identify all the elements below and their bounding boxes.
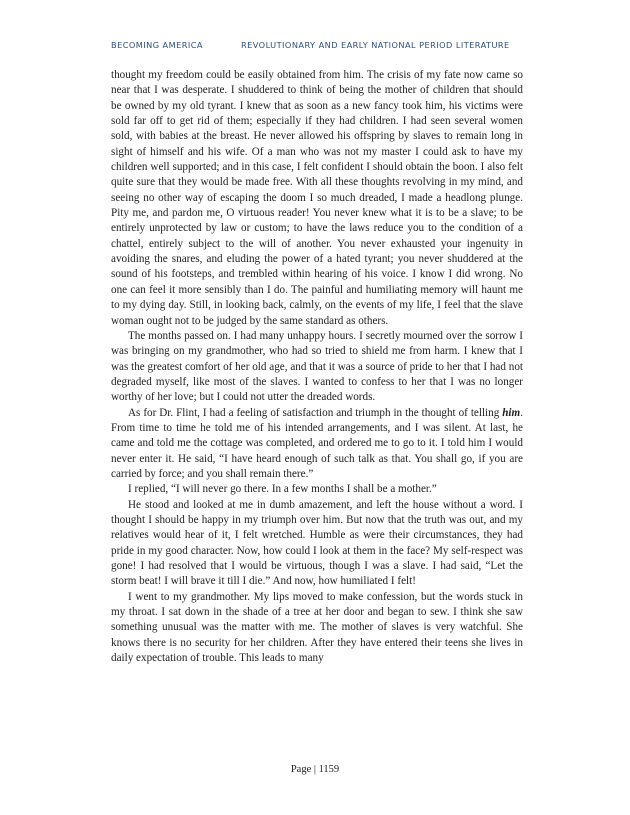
paragraph-2	[111, 329, 523, 406]
emphasized-word: him	[502, 406, 521, 419]
paragraph-4	[111, 482, 523, 497]
paragraph-3	[111, 406, 523, 483]
body-text	[111, 68, 523, 666]
paragraph-text: He stood and looked at me in dumb amazement, and left the house without a word. I thought I should be happy in my triumph over him. But now that the truth was out, and my relatives would hear of it, I felt wretched. Humble as were their circumstances, they had pride in my good character. Now, how could I look at them in the face? My self-respect was gone! I had resolved that I would be virtuous, though I was a slave. I had said, “Let the storm beat! I will brave it till I die.” And now, how humiliated I felt!	[111, 498, 523, 588]
paragraph-5	[111, 498, 523, 590]
paragraph-text: I replied, “I will never go there. In a few months I shall be a mother.”	[128, 483, 437, 496]
paragraph-1	[111, 68, 523, 329]
page-footer	[0, 764, 630, 775]
paragraph-text: . From time to time he told me of his intended arrangements, and I was silent. At last, he came and told me the cottage was completed, and ordered me to go to it. I told him I would never enter it. He said, “I have heard enough of such talk as that. You shall go, if you are carried by force; and you shall remain there.”	[111, 406, 523, 480]
paragraph-text: As for Dr. Flint, I had a feeling of satisfaction and triumph in the thought of telling	[128, 406, 503, 419]
paragraph-text: The months passed on. I had many unhappy hours. I secretly mourned over the sorrow I was bringing on my grandmother, who had so tried to shield me from harm. I knew that I was the greatest comfort of her old age, and that it was a source of pride to her that I had not degraded myself, like most of the slaves. I wanted to confess to her that I was no longer worthy of her love; but I could not utter the dreaded words.	[111, 329, 523, 404]
paragraph-6	[111, 590, 523, 667]
book-title: BECOMING AMERICA	[111, 40, 203, 50]
paragraph-text: thought my freedom could be easily obtained from him. The crisis of my fate now came so near that I was desperate. I shuddered to think of being the mother of children that should be owned by my old tyrant. I knew that as soon as a new fancy took him, his victims were sold far off to get rid of them; especially if they had children. I had seen several women sold, with babies at the breast. He never allowed his offspring by slaves to remain long in sight of himself and his wife. Of a man who was not my master I could ask to have my children well supported; and in this case, I felt confident I should obtain the boon. I also felt quite sure that they would be made free. With all these thoughts revolving in my mind, and seeing no other way of escaping the doom I so much dreaded, I made a headlong plunge. Pity me, and pardon me, O virtuous reader! You never knew what it is to be a slave; to be entirely unprotected by law or custom; to have the laws reduce you to the condition of a chattel, entirely subject to the will of another. You never exhausted your ingenuity in avoiding the snares, and eluding the power of a hated tyrant; you never shuddered at the sound of his footsteps, and trembled within hearing of his voice. I know I did wrong. No one can feel it more sensibly than I do. The painful and humiliating memory will haunt me to my dying day. Still, in looking back, calmly, on the events of my life, I feel that the slave woman ought not to be judged by the same standard as others.	[111, 69, 523, 327]
paragraph-text: I went to my grandmother. My lips moved to make confession, but the words stuck in my throat. I sat down in the shade of a tree at her door and began to sew. I think she saw something unusual was the matter with me. The mother of slaves is very watchful. She knows there is no security for her children. After they have entered their teens she lives in daily expectation of trouble. This leads to many	[111, 590, 523, 665]
page-number: Page | 1159	[290, 764, 340, 775]
section-title: REVOLUTIONARY AND EARLY NATIONAL PERIOD LITERATURE	[241, 40, 510, 50]
